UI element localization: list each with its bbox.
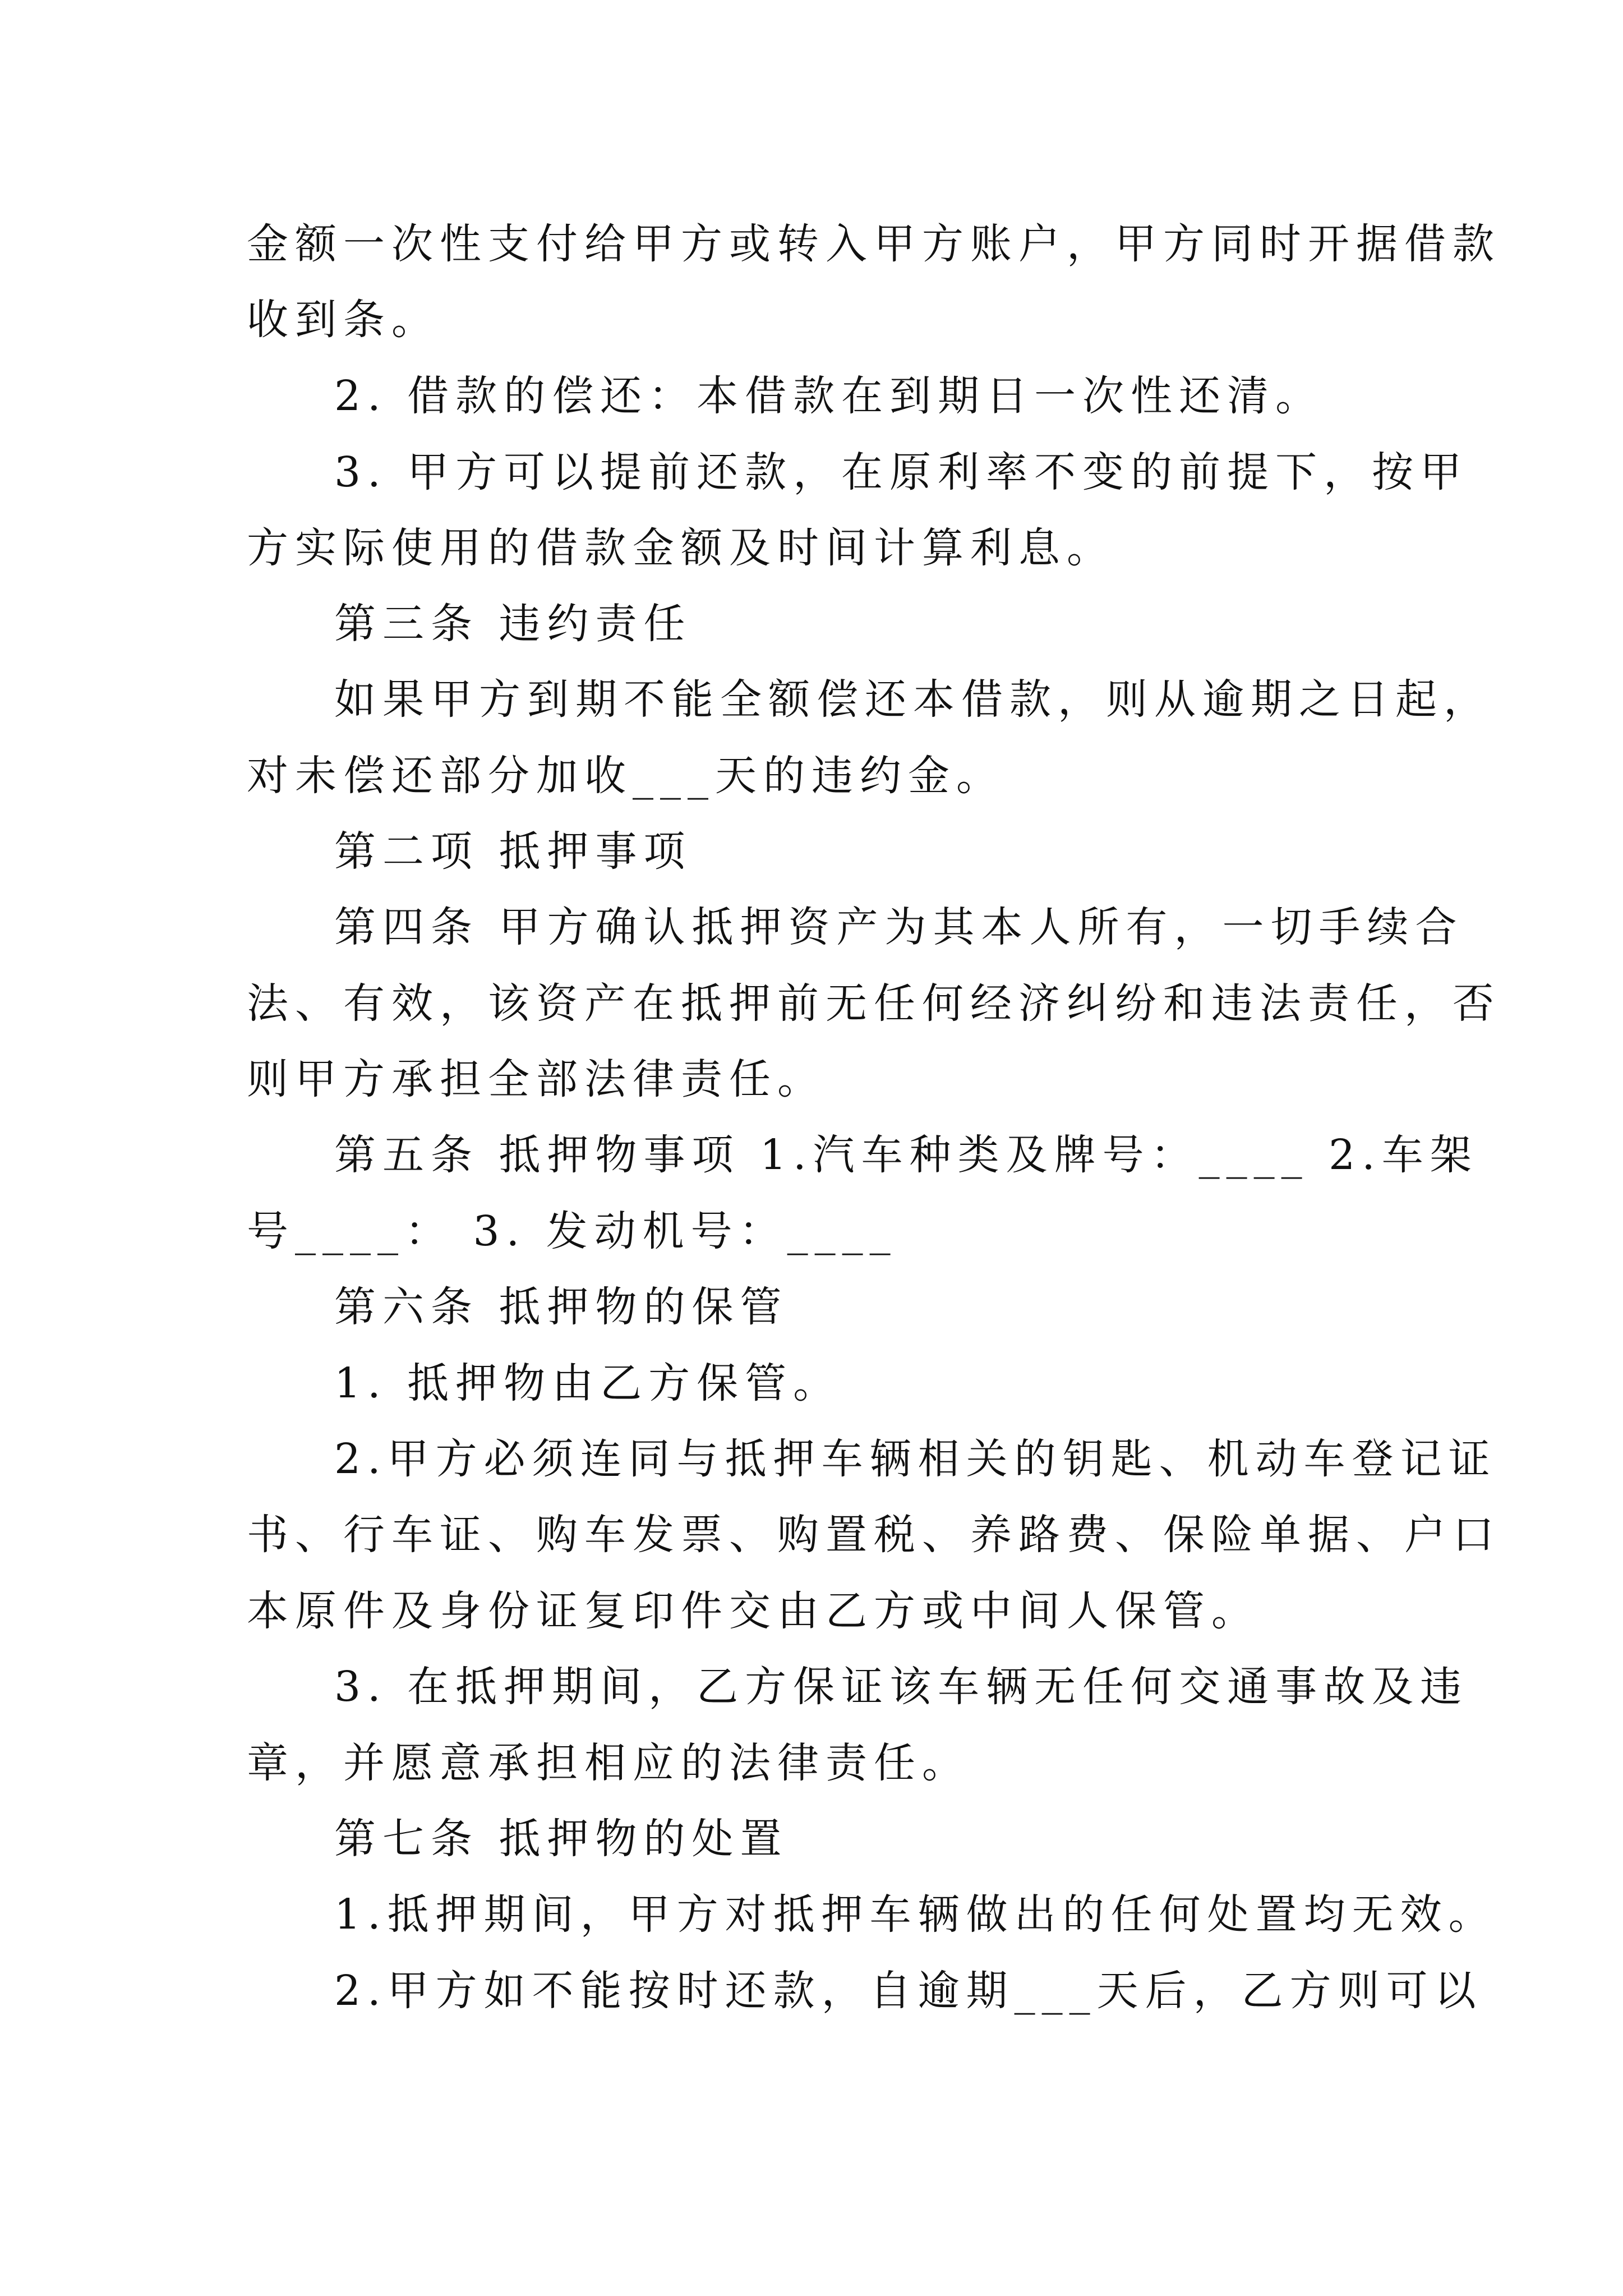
- text-line: 则甲方承担全部法律责任。: [247, 1055, 826, 1103]
- text-line: 第四条 甲方确认抵押资产为其本人所有，一切手续合: [334, 903, 1464, 951]
- text-line: 书、行车证、购车发票、购置税、养路费、保险单据、户口: [247, 1511, 1501, 1559]
- text-line: 章，并愿意承担相应的法律责任。: [247, 1739, 970, 1787]
- text-line: 金额一次性支付给甲方或转入甲方账户，甲方同时开据借款: [247, 220, 1501, 268]
- text-line: 收到条。: [247, 296, 440, 344]
- section-heading: 第六条 抵押物的保管: [334, 1283, 789, 1331]
- text-line: 3. 甲方可以提前还款，在原利率不变的前提下，按甲: [334, 448, 1469, 496]
- text-line: 号____： 3. 发动机号：____: [247, 1207, 897, 1255]
- section-heading: 第七条 抵押物的处置: [334, 1815, 789, 1863]
- text-line: 本原件及身份证复印件交由乙方或中间人保管。: [247, 1587, 1260, 1635]
- text-line: 对未偿还部分加收___天的违约金。: [247, 752, 1004, 800]
- text-line: 方实际使用的借款金额及时间计算利息。: [247, 524, 1115, 572]
- text-line: 2.甲方如不能按时还款，自逾期___天后，乙方则可以: [334, 1967, 1483, 2015]
- text-line: 如果甲方到期不能全额偿还本借款，则从逾期之日起，: [334, 675, 1492, 724]
- text-line: 法、有效，该资产在抵押前无任何经济纠纷和违法责任，否: [247, 979, 1501, 1028]
- text-line: 3. 在抵押期间，乙方保证该车辆无任何交通事故及违: [334, 1663, 1469, 1711]
- section-heading: 第三条 违约责任: [334, 600, 692, 648]
- text-line: 1.抵押期间，甲方对抵押车辆做出的任何处置均无效。: [334, 1890, 1497, 1939]
- section-heading: 第二项 抵押事项: [334, 827, 692, 876]
- text-line: 1. 抵押物由乙方保管。: [334, 1359, 842, 1407]
- text-line: 第五条 抵押物事项 1.汽车种类及牌号：____ 2.车架: [334, 1131, 1478, 1179]
- text-line: 2.甲方必须连同与抵押车辆相关的钥匙、机动车登记证: [334, 1435, 1497, 1483]
- text-line: 2. 借款的偿还：本借款在到期日一次性还清。: [334, 372, 1324, 420]
